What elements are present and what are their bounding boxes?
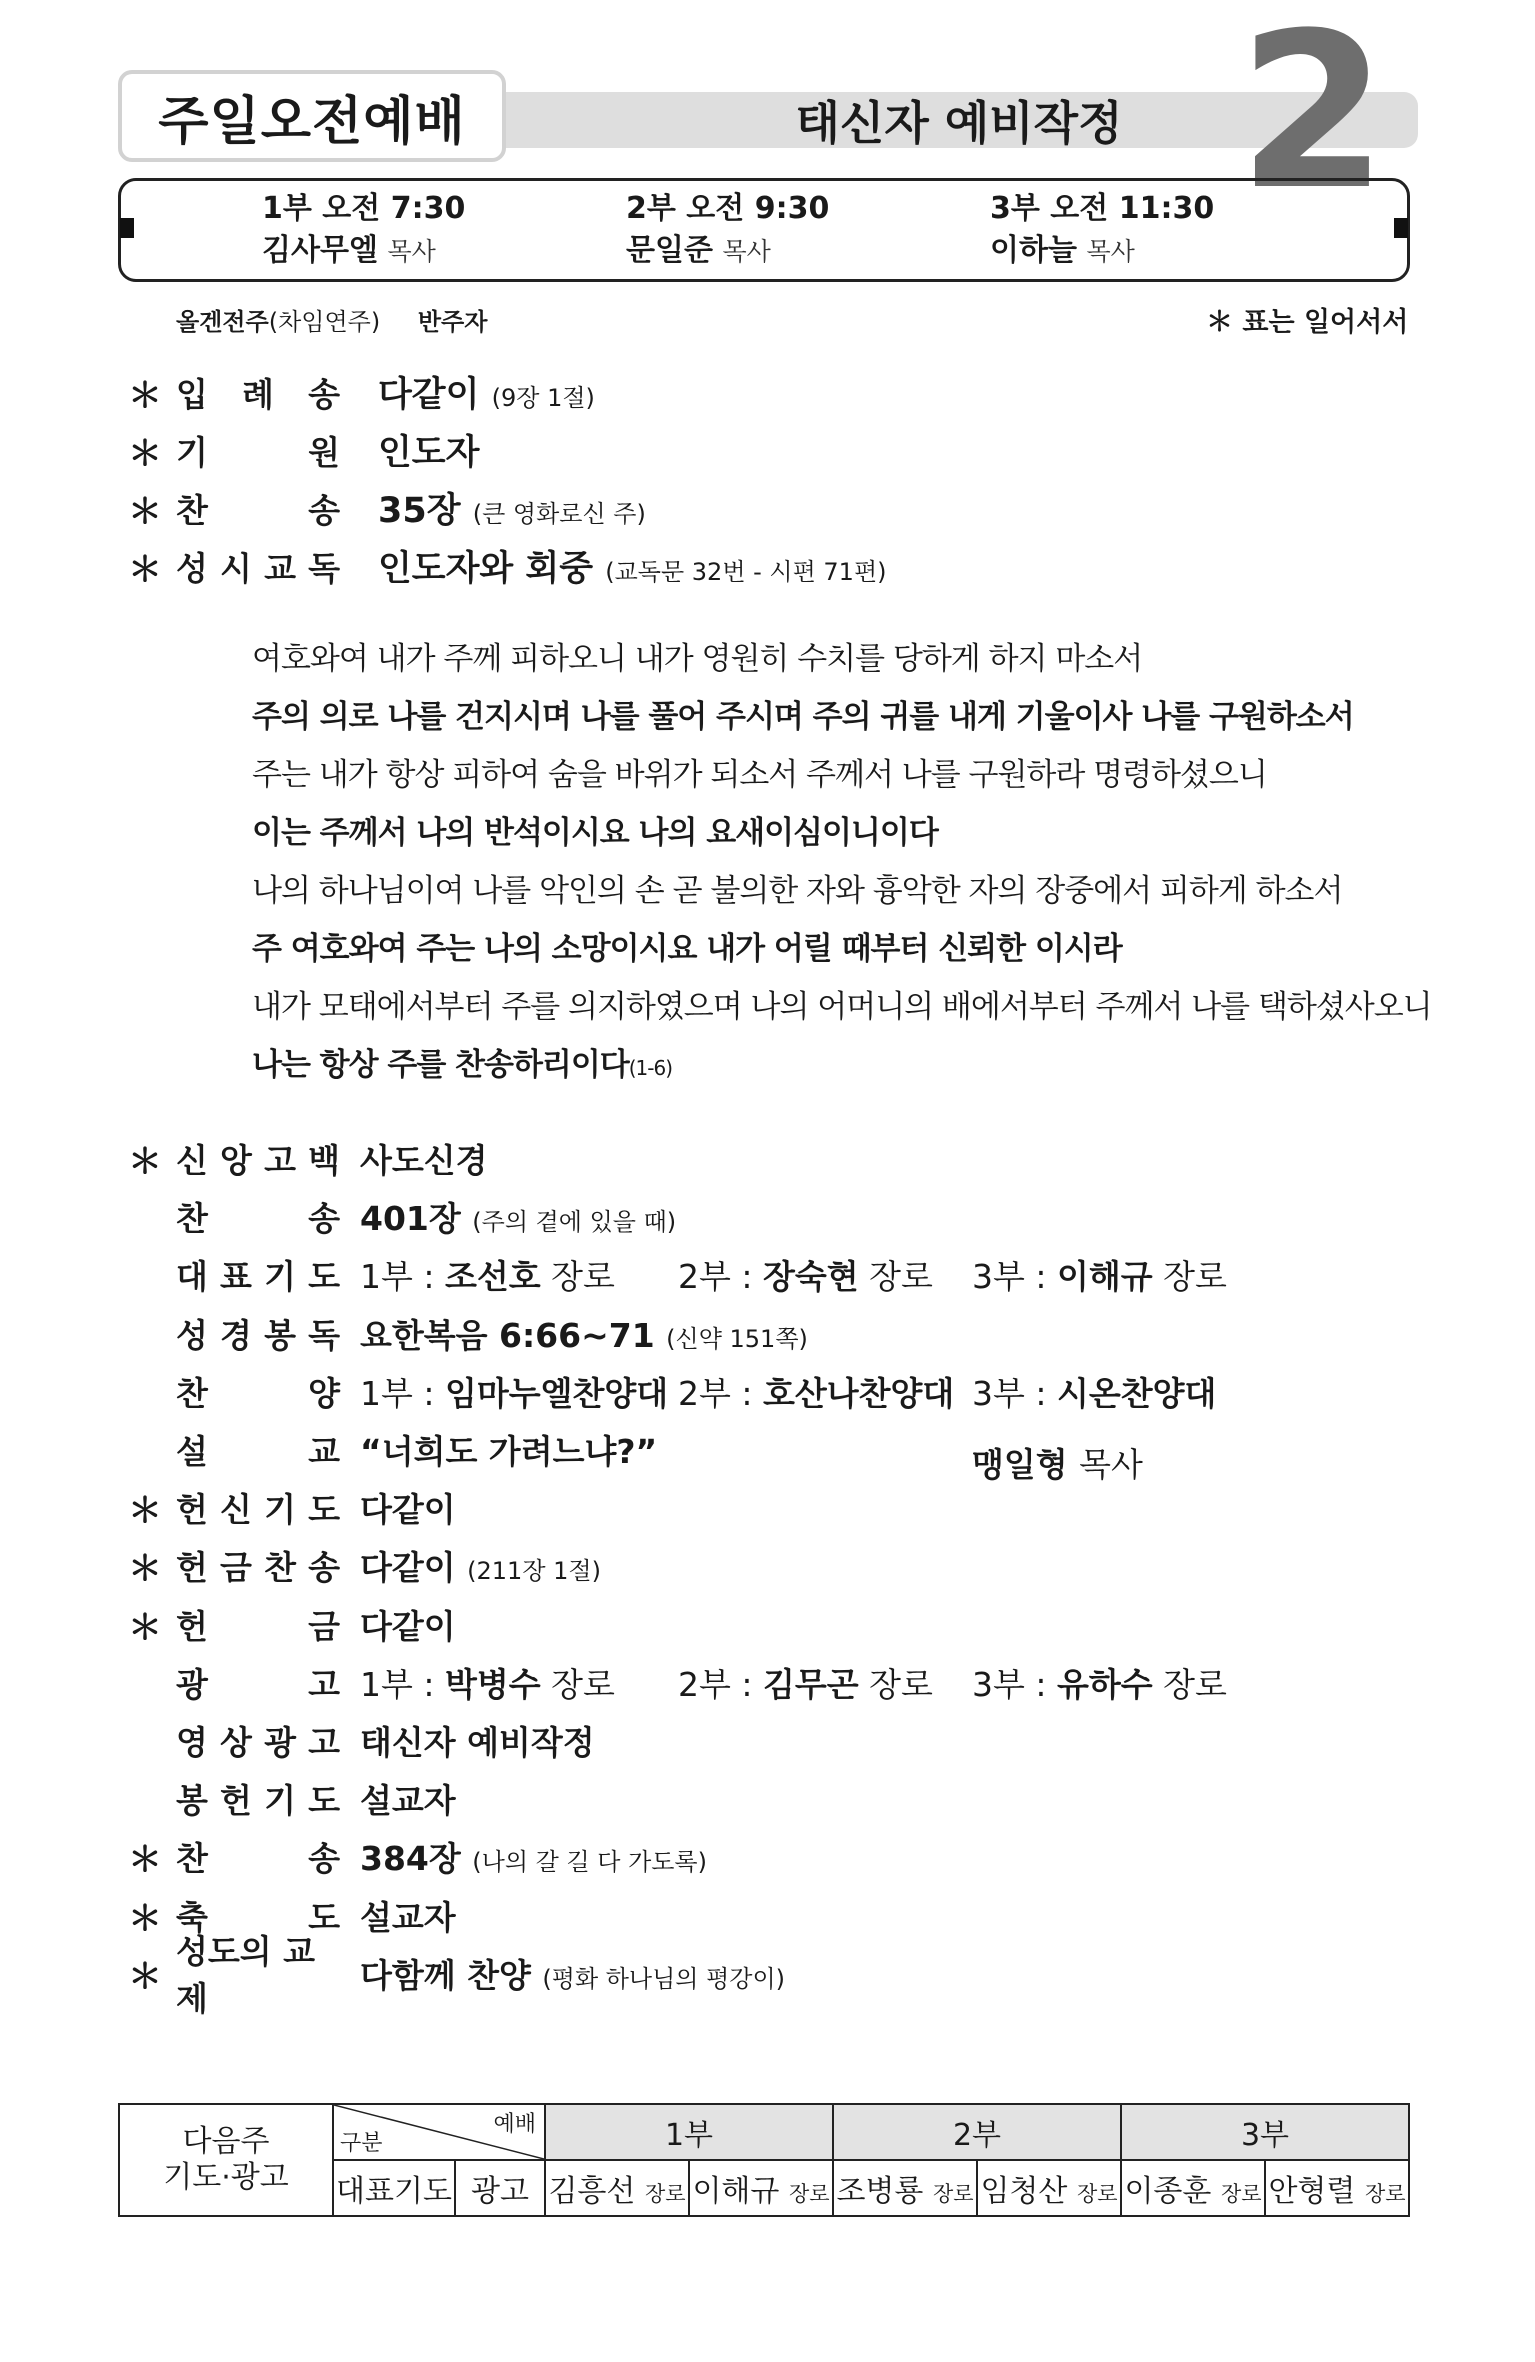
next-week-table bbox=[118, 2103, 1410, 2217]
label-char: 도 bbox=[308, 1256, 340, 1296]
corner-bottom-label: 구분 bbox=[340, 2131, 383, 2156]
preacher-name: 맹일형 bbox=[972, 1445, 1068, 1484]
psalm-text: 주의 의로 나를 건지시며 나를 풀어 주시며 주의 귀를 내게 기울이사 나를 구원하소서 bbox=[252, 699, 1354, 735]
service-2-header: 2부 bbox=[833, 2104, 1121, 2160]
person-cell bbox=[1265, 2160, 1409, 2216]
label-char: 송 bbox=[308, 1547, 340, 1587]
label-char: 독 bbox=[308, 548, 340, 588]
person-role: 장로 bbox=[1364, 2182, 1406, 2206]
part-2 bbox=[678, 1659, 933, 1706]
label-char: 기 bbox=[264, 1780, 296, 1820]
psalm-text: 이는 주께서 나의 반석이시요 나의 요새이심이니이다 bbox=[252, 815, 938, 851]
order-item-label bbox=[176, 1833, 340, 1880]
label-char: 신 bbox=[176, 1140, 208, 1180]
order-item-label bbox=[176, 1659, 340, 1706]
next-week-title bbox=[119, 2104, 333, 2216]
order-item-label bbox=[176, 1368, 340, 1415]
label-char: 표 bbox=[220, 1256, 252, 1296]
part-name: 유하수 bbox=[1056, 1664, 1153, 1704]
part-suffix: 장로 bbox=[858, 1664, 933, 1704]
order-item bbox=[128, 426, 1128, 474]
part-name: 시온찬양대 bbox=[1056, 1373, 1217, 1413]
standing-note: ＊ 표는 일어서서 bbox=[1206, 307, 1409, 338]
person-name: 안형렬 bbox=[1268, 2174, 1356, 2209]
order-item-value bbox=[360, 1833, 707, 1880]
person-cell bbox=[833, 2160, 977, 2216]
order-item-label bbox=[176, 1926, 340, 2020]
label-char: 송 bbox=[308, 490, 340, 530]
label-char: 도 bbox=[308, 1780, 340, 1820]
person-cell bbox=[545, 2160, 689, 2216]
label-char: 축 bbox=[176, 1897, 208, 1937]
order-item-value bbox=[360, 1950, 785, 1997]
psalm-line bbox=[252, 804, 1432, 862]
prelude-line bbox=[176, 302, 487, 337]
prelude-label: 올겐전주 bbox=[176, 308, 269, 336]
box-marker-right bbox=[1394, 218, 1408, 238]
standing-marker: ＊ bbox=[128, 549, 162, 590]
service-time-3 bbox=[990, 188, 1214, 273]
order-item-value bbox=[360, 1717, 595, 1764]
label-char: 입 bbox=[176, 374, 208, 414]
order-item bbox=[128, 1716, 1428, 1764]
label-char: 례 bbox=[242, 374, 274, 414]
label-char: 기 bbox=[176, 432, 208, 472]
order-item-value bbox=[360, 1892, 456, 1939]
value-note: (9장 1절) bbox=[491, 384, 595, 412]
value-text: 384장 bbox=[360, 1838, 461, 1878]
part-prefix: 2부 : bbox=[678, 1373, 763, 1413]
person-cell bbox=[1121, 2160, 1265, 2216]
value-text: 인도자와 회중 bbox=[378, 549, 594, 589]
label-char: 상 bbox=[220, 1722, 252, 1762]
order-item bbox=[128, 1541, 1428, 1589]
part-prefix: 1부 : bbox=[360, 1664, 445, 1704]
box-marker-left bbox=[120, 218, 134, 238]
preacher bbox=[972, 1439, 1143, 1486]
label-char: 헌 bbox=[176, 1606, 208, 1646]
part-suffix: 장로 bbox=[1152, 1256, 1227, 1296]
psalm-line bbox=[252, 630, 1432, 688]
part-prefix: 2부 : bbox=[678, 1664, 763, 1704]
order-item-value bbox=[360, 1775, 456, 1822]
order-item bbox=[128, 484, 1128, 532]
part-name: 이해규 bbox=[1056, 1256, 1153, 1296]
row-label-announcement: 광고 bbox=[455, 2160, 545, 2216]
order-item-value bbox=[378, 367, 595, 417]
value-text: “너희도 가려느냐?” bbox=[360, 1431, 658, 1471]
label-char: 고 bbox=[308, 1722, 340, 1762]
value-note: (평화 하나님의 평강이) bbox=[542, 1964, 786, 1993]
person-role: 장로 bbox=[788, 2182, 830, 2206]
part-prefix: 3부 : bbox=[972, 1256, 1057, 1296]
part-name: 임마누엘찬양대 bbox=[444, 1373, 669, 1413]
label-char: 헌 bbox=[220, 1780, 252, 1820]
value-note: (큰 영화로신 주) bbox=[472, 500, 646, 528]
order-item-label bbox=[176, 1775, 340, 1822]
order-item bbox=[128, 368, 1128, 416]
order-item-value bbox=[378, 541, 887, 591]
label-char: 금 bbox=[308, 1606, 340, 1646]
label-char: 신 bbox=[220, 1489, 252, 1529]
row-label-prayer: 대표기도 bbox=[333, 2160, 455, 2216]
label-char: 도 bbox=[308, 1897, 340, 1937]
label-char: 성도의 교제 bbox=[176, 1932, 316, 2018]
value-note: (주의 곁에 있을 때) bbox=[472, 1207, 677, 1236]
label-char: 독 bbox=[308, 1315, 340, 1355]
label-char: 찬 bbox=[264, 1547, 296, 1587]
label-char: 봉 bbox=[264, 1315, 296, 1355]
order-item bbox=[128, 1134, 1428, 1182]
label-char: 백 bbox=[308, 1140, 340, 1180]
value-text: 다같이 bbox=[360, 1606, 456, 1646]
person-cell bbox=[977, 2160, 1121, 2216]
label-char: 경 bbox=[220, 1315, 252, 1355]
label-char: 고 bbox=[264, 1140, 296, 1180]
order-item-label bbox=[176, 1310, 340, 1357]
standing-marker: ＊ bbox=[128, 433, 162, 474]
person-role: 장로 bbox=[644, 2182, 686, 2206]
value-note: (신약 151쪽) bbox=[666, 1324, 808, 1353]
order-item-value bbox=[360, 1484, 456, 1531]
theme-title: 태신자 예비작정 bbox=[795, 96, 1123, 150]
value-text: 401장 bbox=[360, 1198, 461, 1238]
service-time-2 bbox=[626, 188, 829, 273]
psalm-text: 주 여호와여 주는 나의 소망이시요 내가 어릴 때부터 신뢰한 이시라 bbox=[252, 931, 1122, 967]
pastor-role: 목사 bbox=[1086, 237, 1135, 266]
part-3 bbox=[972, 1659, 1227, 1706]
order-item-label bbox=[176, 1717, 340, 1764]
psalm-text: 내가 모태에서부터 주를 의지하였으며 나의 어머니의 배에서부터 주께서 나를 택하셨사오니 bbox=[252, 989, 1432, 1025]
label-char: 헌 bbox=[176, 1489, 208, 1529]
order-item-label bbox=[176, 1193, 340, 1240]
person-role: 장로 bbox=[1220, 2182, 1262, 2206]
service-time-1 bbox=[262, 188, 465, 273]
part-2 bbox=[678, 1251, 933, 1298]
corner-top-label: 예배 bbox=[493, 2112, 536, 2137]
order-item bbox=[128, 1600, 1428, 1648]
psalm-line bbox=[252, 1036, 1432, 1097]
label-char: 찬 bbox=[176, 1198, 208, 1238]
psalm-reference: (1-6) bbox=[628, 1056, 673, 1080]
value-text: 다같이 bbox=[360, 1489, 456, 1529]
psalm-line bbox=[252, 978, 1432, 1036]
order-item bbox=[128, 1483, 1428, 1531]
part-1 bbox=[360, 1368, 668, 1415]
standing-marker: ＊ bbox=[128, 1141, 162, 1182]
person-role: 장로 bbox=[1076, 2182, 1118, 2206]
label-char: 도 bbox=[308, 1489, 340, 1529]
value-text: 다같이 bbox=[360, 1547, 456, 1587]
order-item bbox=[128, 1192, 1428, 1240]
order-item-label bbox=[176, 485, 340, 532]
part-prefix: 3부 : bbox=[972, 1664, 1057, 1704]
person-name: 임청산 bbox=[980, 2174, 1068, 2209]
person-name: 조병룡 bbox=[836, 2174, 924, 2209]
label-char: 교 bbox=[264, 548, 296, 588]
order-item-label bbox=[176, 1542, 340, 1589]
order-item-label bbox=[176, 1135, 340, 1182]
label-char: 금 bbox=[220, 1547, 252, 1587]
psalm-line bbox=[252, 688, 1432, 746]
standing-marker: ＊ bbox=[128, 1898, 162, 1939]
part-1 bbox=[360, 1251, 615, 1298]
time-label: 3부 오전 11:30 bbox=[990, 191, 1215, 226]
order-item-value bbox=[360, 1135, 488, 1182]
person-name: 이해규 bbox=[692, 2174, 780, 2209]
psalm-text: 나는 항상 주를 찬송하리이다 bbox=[252, 1047, 629, 1083]
value-text: 인도자 bbox=[378, 433, 480, 473]
standing-marker: ＊ bbox=[128, 1490, 162, 1531]
pastor-role: 목사 bbox=[387, 237, 436, 266]
pastor-name: 이하늘 bbox=[990, 233, 1077, 268]
label-char: 광 bbox=[264, 1722, 296, 1762]
order-item-label bbox=[176, 543, 340, 590]
value-text: 태신자 예비작정 bbox=[360, 1722, 595, 1762]
label-char: 찬 bbox=[176, 490, 208, 530]
order-item-value bbox=[360, 1542, 601, 1589]
part-1 bbox=[360, 1659, 615, 1706]
part-name: 박병수 bbox=[444, 1664, 541, 1704]
part-name: 조선호 bbox=[444, 1256, 541, 1296]
order-item-value bbox=[360, 1310, 808, 1357]
order-item-label bbox=[176, 1601, 340, 1648]
time-label: 1부 오전 7:30 bbox=[262, 191, 466, 226]
service-title: 주일오전예배 bbox=[118, 70, 506, 162]
part-3 bbox=[972, 1368, 1216, 1415]
order-item bbox=[128, 1658, 1428, 1706]
order-item-label bbox=[176, 1484, 340, 1531]
prelude-note: (차임연주) bbox=[268, 308, 381, 336]
order-item bbox=[128, 1932, 1428, 2018]
accompanist-label: 반주자 bbox=[417, 308, 488, 336]
label-char: 영 bbox=[176, 1722, 208, 1762]
label-char: 송 bbox=[308, 1198, 340, 1238]
order-item bbox=[128, 542, 1128, 590]
value-text: 설교자 bbox=[360, 1780, 456, 1820]
part-name: 호산나찬양대 bbox=[762, 1373, 955, 1413]
label-char: 기 bbox=[264, 1256, 296, 1296]
standing-marker: ＊ bbox=[128, 1548, 162, 1589]
label-char: 송 bbox=[308, 1838, 340, 1878]
value-note: (211장 1절) bbox=[467, 1556, 601, 1585]
label-char: 봉 bbox=[176, 1780, 208, 1820]
next-week-title-line2: 기도·광고 bbox=[163, 2160, 289, 2195]
psalm-text: 주는 내가 항상 피하여 숨을 바위가 되소서 주께서 나를 구원하라 명령하셨으니 bbox=[252, 757, 1267, 793]
responsive-reading bbox=[252, 630, 1432, 1097]
part-suffix: 장로 bbox=[858, 1256, 933, 1296]
part-suffix: 장로 bbox=[540, 1256, 615, 1296]
psalm-text: 여호와여 내가 주께 피하오니 내가 영원히 수치를 당하게 하지 마소서 bbox=[252, 641, 1143, 677]
standing-marker: ＊ bbox=[128, 1839, 162, 1880]
label-char: 찬 bbox=[176, 1838, 208, 1878]
label-char: 헌 bbox=[176, 1547, 208, 1587]
order-item bbox=[128, 1309, 1428, 1357]
value-text: 사도신경 bbox=[360, 1140, 488, 1180]
page-number: 2 bbox=[1238, 0, 1388, 237]
person-name: 이종훈 bbox=[1124, 2174, 1212, 2209]
order-item bbox=[128, 1367, 1428, 1415]
part-suffix: 장로 bbox=[540, 1664, 615, 1704]
value-text: 다같이 bbox=[378, 375, 480, 415]
order-item-label bbox=[176, 427, 340, 474]
preacher-role: 목사 bbox=[1079, 1445, 1143, 1484]
service-1-header: 1부 bbox=[545, 2104, 833, 2160]
value-text: 요한복음 6:66~71 bbox=[360, 1315, 655, 1355]
standing-marker: ＊ bbox=[128, 1607, 162, 1648]
order-item-value bbox=[360, 1193, 676, 1240]
part-3 bbox=[972, 1251, 1227, 1298]
person-cell bbox=[689, 2160, 833, 2216]
person-name: 김흥선 bbox=[548, 2174, 636, 2209]
psalm-line bbox=[252, 746, 1432, 804]
table-corner-cell bbox=[333, 2104, 545, 2160]
order-item-label bbox=[176, 369, 340, 416]
value-text: 다함께 찬양 bbox=[360, 1955, 531, 1995]
order-item-value bbox=[360, 1601, 456, 1648]
part-prefix: 2부 : bbox=[678, 1256, 763, 1296]
value-note: (교독문 32번 - 시편 71편) bbox=[605, 558, 887, 586]
label-char: 기 bbox=[264, 1489, 296, 1529]
value-text: 35장 bbox=[378, 491, 461, 531]
order-item bbox=[128, 1250, 1428, 1298]
label-char: 광 bbox=[176, 1664, 208, 1704]
part-2 bbox=[678, 1368, 954, 1415]
label-char: 양 bbox=[308, 1373, 340, 1413]
label-char: 성 bbox=[176, 1315, 208, 1355]
order-item-value bbox=[360, 1426, 657, 1473]
part-prefix: 1부 : bbox=[360, 1373, 445, 1413]
pastor-role: 목사 bbox=[722, 237, 771, 266]
order-item bbox=[128, 1425, 1428, 1484]
order-item-label bbox=[176, 1251, 340, 1298]
label-char: 교 bbox=[308, 1431, 340, 1471]
pastor-name: 김사무엘 bbox=[262, 233, 378, 268]
standing-marker: ＊ bbox=[128, 491, 162, 532]
label-char: 시 bbox=[220, 548, 252, 588]
standing-marker: ＊ bbox=[128, 375, 162, 416]
value-text: 설교자 bbox=[360, 1897, 456, 1937]
psalm-text: 나의 하나님이여 나를 악인의 손 곧 불의한 자와 흉악한 자의 장중에서 피하게 하소서 bbox=[252, 873, 1343, 909]
part-name: 김무곤 bbox=[762, 1664, 859, 1704]
label-char: 원 bbox=[308, 432, 340, 472]
standing-marker: ＊ bbox=[128, 1956, 162, 1997]
label-char: 성 bbox=[176, 548, 208, 588]
pastor-name: 문일준 bbox=[626, 233, 713, 268]
order-item-value bbox=[378, 483, 646, 533]
value-note: (나의 갈 길 다 가도록) bbox=[472, 1847, 707, 1876]
person-role: 장로 bbox=[932, 2182, 974, 2206]
label-char: 앙 bbox=[220, 1140, 252, 1180]
label-char: 대 bbox=[176, 1256, 208, 1296]
part-name: 장숙현 bbox=[762, 1256, 859, 1296]
label-char: 설 bbox=[176, 1431, 208, 1471]
part-prefix: 3부 : bbox=[972, 1373, 1057, 1413]
order-item bbox=[128, 1832, 1428, 1880]
psalm-line bbox=[252, 920, 1432, 978]
order-item-label bbox=[176, 1426, 340, 1473]
label-char: 고 bbox=[308, 1664, 340, 1704]
psalm-line bbox=[252, 862, 1432, 920]
time-label: 2부 오전 9:30 bbox=[626, 191, 830, 226]
order-item-value bbox=[378, 425, 479, 475]
order-item bbox=[128, 1774, 1428, 1822]
part-suffix: 장로 bbox=[1152, 1664, 1227, 1704]
next-week-title-line1: 다음주 bbox=[182, 2124, 270, 2159]
service-3-header: 3부 bbox=[1121, 2104, 1409, 2160]
label-char: 송 bbox=[308, 374, 340, 414]
part-prefix: 1부 : bbox=[360, 1256, 445, 1296]
label-char: 찬 bbox=[176, 1373, 208, 1413]
